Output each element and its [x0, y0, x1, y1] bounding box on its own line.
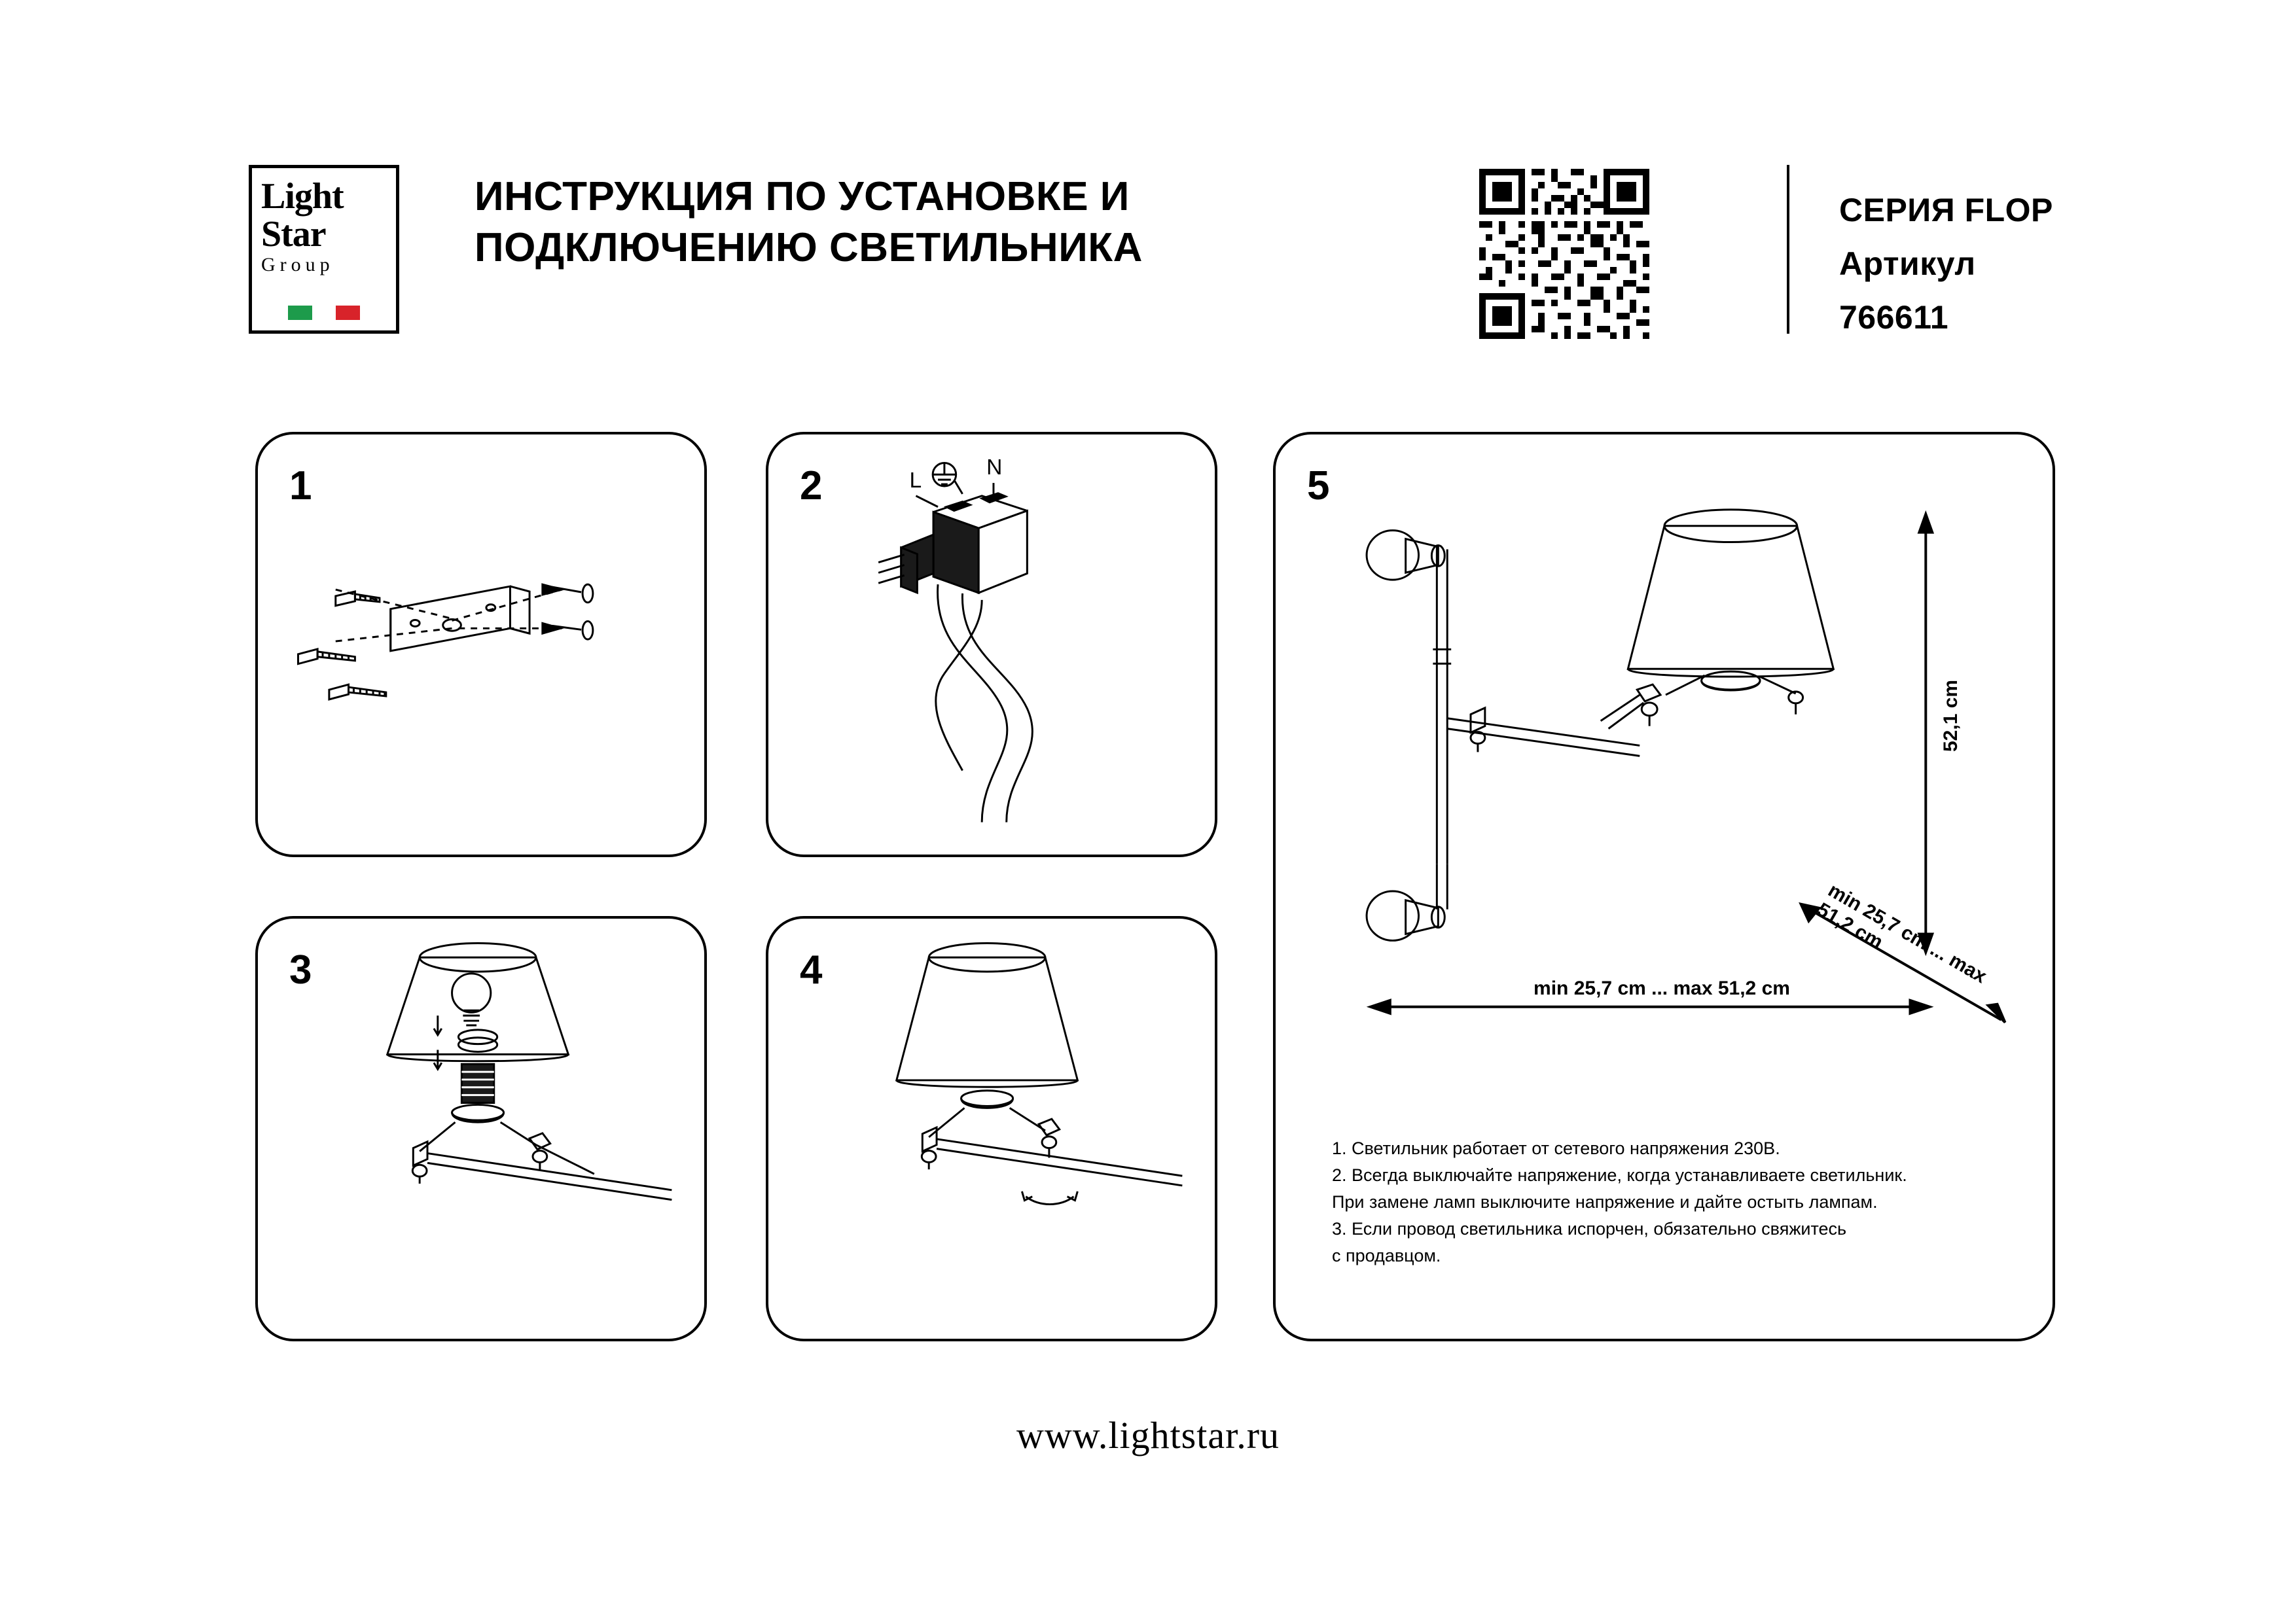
- panel-number-2: 2: [800, 463, 823, 508]
- note-line-3: При замене ламп выключите напряжение и дайте остыть лампам.: [1332, 1192, 1878, 1212]
- header-divider: [1787, 165, 1789, 334]
- label-l: L: [909, 468, 922, 493]
- page-title: [475, 171, 1247, 274]
- page-title-line2: ПОДКЛЮЧЕНИЮ СВЕТИЛЬНИКА: [475, 225, 1143, 270]
- dimension-width-label: min 25,7 cm ... max 51,2 cm: [1534, 978, 1790, 999]
- website-link[interactable]: www.lightstar.ru: [1016, 1414, 1280, 1456]
- wiring-illustration: [768, 434, 1215, 855]
- logo-line-star: Star: [261, 214, 326, 255]
- brand-logo: [249, 165, 399, 334]
- product-info: [1839, 183, 2055, 344]
- panel-number-4: 4: [800, 947, 823, 993]
- article-label: Артикул 766611: [1839, 245, 1976, 336]
- note-line-2: 2. Всегда выключайте напряжение, когда устанавливаете светильник.: [1332, 1165, 1907, 1185]
- safety-notes: [1332, 1135, 2006, 1269]
- dimension-diagonal-label: min 25,7 cm ... max 51,2 cm: [1813, 879, 1990, 988]
- logo-line-group: Group: [261, 254, 334, 275]
- panel-step-3: [255, 916, 707, 1341]
- panel-number-3: 3: [289, 947, 312, 993]
- note-line-5: с продавцом.: [1332, 1246, 1441, 1265]
- italy-flag-icon: [288, 306, 360, 320]
- panel-number-5: 5: [1307, 463, 1330, 508]
- panel-step-1: [255, 432, 707, 857]
- bulb-install-illustration: [258, 919, 704, 1339]
- page-title-line1: ИНСТРУКЦИЯ ПО УСТАНОВКЕ И: [475, 174, 1130, 219]
- header: [249, 157, 2055, 347]
- panel-number-1: 1: [289, 463, 312, 508]
- panel-step-4: [766, 916, 1217, 1341]
- footer: [0, 1413, 2296, 1457]
- shade-install-illustration: [768, 919, 1215, 1339]
- label-n: N: [986, 455, 1003, 480]
- qr-code-icon: [1479, 169, 1695, 339]
- dimension-height-label: 52,1 cm: [1940, 679, 1962, 752]
- panel-step-2: [766, 432, 1217, 857]
- mounting-bracket-illustration: [258, 434, 704, 855]
- note-line-1: 1. Светильник работает от сетевого напряжения 230В.: [1332, 1139, 1780, 1158]
- logo-line-light: Light: [261, 176, 344, 217]
- series-label: СЕРИЯ FLOP: [1839, 192, 2053, 228]
- note-line-4: 3. Если провод светильника испорчен, обязательно свяжитесь: [1332, 1219, 1847, 1239]
